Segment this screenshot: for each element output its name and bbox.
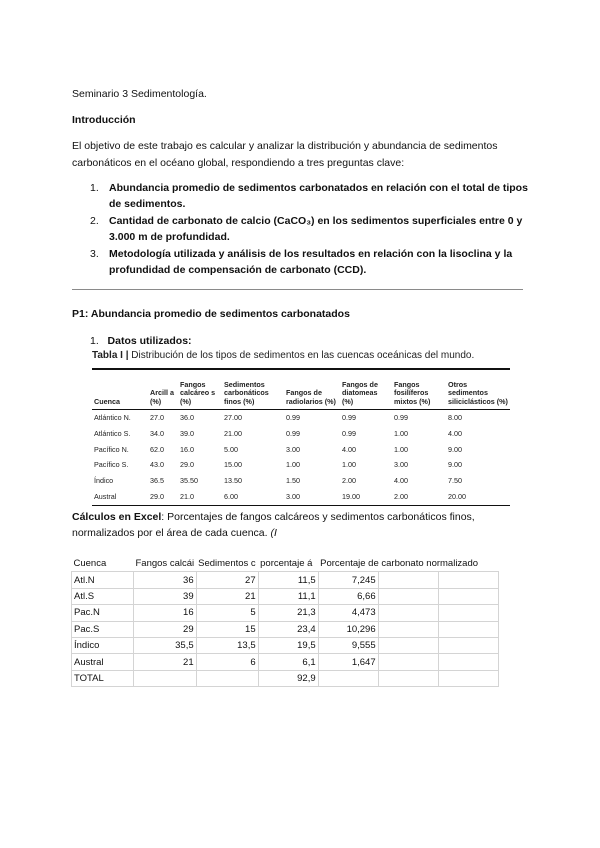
spreadsheet-cell[interactable]: 6,66	[318, 588, 378, 604]
spreadsheet-cell[interactable]: 1,647	[318, 654, 378, 670]
spreadsheet-row	[72, 572, 499, 588]
spreadsheet-cell[interactable]: 19,5	[258, 637, 318, 653]
spreadsheet-cell[interactable]	[438, 621, 498, 637]
spreadsheet-header: Fangos calcái	[135, 558, 195, 570]
table-row: Atlántico N. 27.0 36.0 27.00 0.99 0.99 0.99 8.00	[94, 413, 462, 422]
spreadsheet-cell[interactable]	[378, 572, 438, 588]
spreadsheet-cell[interactable]	[438, 588, 498, 604]
spreadsheet-cell[interactable]: Índico	[72, 637, 134, 653]
column-header: Fangos de diatomeas (%)	[342, 379, 378, 406]
spreadsheet-cell[interactable]: 35,5	[134, 637, 197, 653]
spreadsheet-cell[interactable]: Atl.N	[72, 572, 134, 588]
table-row: Atlántico S. 34.0 39.0 21.00 0.99 0.99 1.00 4.00	[94, 428, 462, 438]
spreadsheet-header-row	[72, 556, 499, 572]
column-header: Sedimentos carbonáticos finos (%)	[224, 379, 269, 406]
question-item: 3. Metodología utilizada y análisis de los resultados en relación con la lisoclina y la profundidad de compensación de carbonato (CCD).	[90, 248, 513, 276]
spreadsheet-cell[interactable]: 9,555	[318, 637, 378, 653]
column-header: Arcill a (%)	[150, 388, 174, 406]
spreadsheet-row	[72, 588, 499, 604]
spreadsheet-cell[interactable]	[438, 637, 498, 653]
spreadsheet-cell[interactable]: 92,9	[258, 670, 318, 686]
spreadsheet-cell[interactable]: Austral	[72, 654, 134, 670]
table-row: Pacífico S. 43.0 29.0 15.00 1.00 1.00 3.00 9.00	[94, 460, 462, 470]
horizontal-divider	[72, 289, 523, 290]
spreadsheet-cell[interactable]	[378, 670, 438, 686]
spreadsheet-cell[interactable]: 7,245	[318, 572, 378, 588]
spreadsheet-cell[interactable]: 13,5	[196, 637, 258, 653]
spreadsheet-cell[interactable]: 4,473	[318, 605, 378, 621]
sediment-distribution-table	[92, 368, 510, 506]
spreadsheet-cell[interactable]: 29	[134, 621, 197, 637]
spreadsheet-cell[interactable]: 21	[134, 654, 197, 670]
spreadsheet-row	[72, 670, 499, 686]
spreadsheet-cell[interactable]: Pac.N	[72, 605, 134, 621]
spreadsheet-cell[interactable]	[378, 637, 438, 653]
spreadsheet-cell[interactable]: 6	[196, 654, 258, 670]
spreadsheet-cell[interactable]: 10,296	[318, 621, 378, 637]
column-header: Fangos de radiolarios (%)	[286, 388, 336, 406]
spreadsheet-cell[interactable]	[378, 621, 438, 637]
spreadsheet-cell[interactable]: 23,4	[258, 621, 318, 637]
spreadsheet-cell[interactable]: 39	[134, 588, 197, 604]
spreadsheet-cell[interactable]	[134, 670, 197, 686]
spreadsheet-header: porcentaje á	[260, 558, 313, 570]
spreadsheet-cell[interactable]: Atl.S	[72, 588, 134, 604]
table-row: Pacífico N. 62.0 16.0 5.00 3.00 4.00 1.00 9.00	[94, 444, 462, 454]
spreadsheet-cell[interactable]: 27	[196, 572, 258, 588]
excel-spreadsheet	[71, 556, 499, 687]
spreadsheet-cell[interactable]	[378, 588, 438, 604]
question-item: 1. Abundancia promedio de sedimentos carbonatados en relación con el total de tipos de sedimentos.	[90, 182, 528, 210]
question-list	[72, 181, 528, 280]
document-title: Seminario 3 Sedimentología.	[72, 88, 207, 100]
table-header-row	[92, 369, 510, 410]
spreadsheet-cell[interactable]	[438, 572, 498, 588]
spreadsheet-row	[72, 637, 499, 653]
spreadsheet-cell[interactable]	[378, 654, 438, 670]
table-row: Índico 36.5 35.50 13.50 1.50 2.00 4.00 7.50	[94, 476, 462, 486]
spreadsheet-cell[interactable]: TOTAL	[72, 670, 134, 686]
column-header: Fangos fosilíferos mixtos (%)	[394, 379, 431, 406]
spreadsheet-header: Sedimentos c	[198, 558, 256, 570]
table-caption: Tabla I | Distribución de los tipos de sedimentos en las cuencas oceánicas del mundo.	[92, 350, 475, 361]
spreadsheet-cell[interactable]: 21	[196, 588, 258, 604]
spreadsheet-cell[interactable]	[438, 605, 498, 621]
spreadsheet-cell[interactable]	[438, 670, 498, 686]
spreadsheet-row	[72, 654, 499, 670]
spreadsheet-cell[interactable]: 11,1	[258, 588, 318, 604]
spreadsheet-cell[interactable]	[318, 670, 378, 686]
spreadsheet-cell[interactable]: 6,1	[258, 654, 318, 670]
spreadsheet-cell[interactable]: 11,5	[258, 572, 318, 588]
question-item: 2. Cantidad de carbonato de calcio (CaCO₃) en los sedimentos superficiales entre 0 y 3.000 m de profundidad.	[90, 215, 523, 243]
table-row: Austral 29.0 21.0 6.00 3.00 19.00 2.00 20.00	[92, 489, 510, 505]
spreadsheet-cell[interactable]	[438, 654, 498, 670]
p1-heading: P1: Abundancia promedio de sedimentos carbonatados	[72, 308, 350, 320]
spreadsheet-cell[interactable]: 21,3	[258, 605, 318, 621]
column-header: Cuenca	[94, 396, 120, 406]
spreadsheet-row	[72, 621, 499, 637]
intro-heading: Introducción	[72, 114, 136, 126]
spreadsheet-cell[interactable]: 16	[134, 605, 197, 621]
spreadsheet-cell[interactable]: 36	[134, 572, 197, 588]
spreadsheet-cell[interactable]: Pac.S	[72, 621, 134, 637]
spreadsheet-cell[interactable]	[378, 605, 438, 621]
excel-description: Cálculos en Excel: Porcentajes de fangos calcáreos y sedimentos carbonáticos finos, normalizados por el área de cada cuenca. (I	[72, 511, 475, 539]
spreadsheet-cell[interactable]: 5	[196, 605, 258, 621]
subsection-label: 1. Datos utilizados:	[90, 335, 192, 347]
spreadsheet-header: Porcentaje de carbonato normalizado	[320, 558, 479, 570]
column-header: Otros sedimentos siliciclásticos (%)	[448, 379, 508, 406]
spreadsheet-row	[72, 605, 499, 621]
intro-paragraph: El objetivo de este trabajo es calcular y analizar la distribución y abundancia de sedimentos carbonáticos en el océano global, respondiendo a tres preguntas clave:	[72, 140, 498, 169]
spreadsheet-cell[interactable]	[196, 670, 258, 686]
column-header: Fangos calcáreo s (%)	[180, 379, 216, 406]
spreadsheet-cell[interactable]: 15	[196, 621, 258, 637]
spreadsheet-header: Cuenca	[73, 558, 107, 570]
